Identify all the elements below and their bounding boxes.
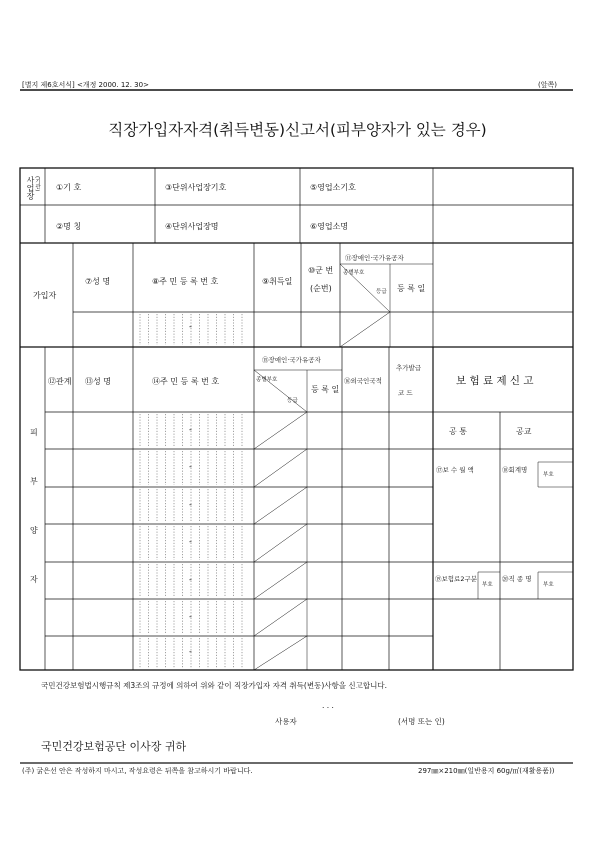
workplace-symbol-label: ①기 호 (56, 183, 82, 192)
recipient: 국민건강보험공단 이사장 귀하 (41, 740, 187, 753)
form-number: [별지 제6호서식] <개정 2000. 12. 30> (22, 81, 149, 89)
military-order-label: (순번) (310, 284, 332, 293)
dependent-rrn-dash: - (189, 537, 192, 546)
signature-label: (서명 또는 인) (398, 717, 445, 726)
dependent-rrn-dash: - (189, 424, 192, 434)
subscriber-name-label: ⑦성 명 (85, 277, 111, 286)
dependent-registration-label: 등 록 일 (311, 385, 340, 394)
kind-code-label: 종별부호 (343, 270, 365, 276)
insurance-type-label: ⑲보험료2구분 (435, 575, 478, 583)
additional-card-label: 추가발급 (396, 364, 422, 372)
acquisition-date-label: ⑨취득일 (262, 277, 293, 286)
subscriber-rrn-label: ⑧주 민 등 록 번 호 (152, 277, 219, 286)
dependent-rrn-dash: - (189, 574, 192, 584)
unit-workplace-symbol-label: ③단위사업장기호 (165, 183, 227, 192)
office-symbol-label: ⑤영업소기호 (310, 183, 356, 192)
insurance-code-label: 부호 (482, 582, 493, 588)
dependent-rrn-dash: - (189, 499, 192, 509)
dependent-kind-code-label: 종별부호 (256, 377, 278, 383)
paper-spec: 297㎜×210㎜(일반용지 60g/㎡(재활용품)) (418, 767, 555, 775)
relation-label: ⑫관계 (48, 377, 72, 386)
dependent-rrn-label: ⑭주 민 등 록 번 호 (152, 377, 220, 386)
dependent-name-label: ⑬성 명 (85, 377, 111, 386)
page-side-label: (앞쪽) (538, 81, 557, 89)
subscriber-label: 가입자 (33, 291, 57, 300)
public-education-label: 공교 (516, 427, 532, 436)
monthly-salary-label: ⑰보 수 월 액 (436, 466, 474, 474)
declaration-text: 국민건강보험법시행규칙 제3조의 규정에 의하여 위와 같이 직장가입자 자격 취득(변동)사항을 신고합니다. (41, 681, 387, 690)
dependent-label-2: 부 (30, 477, 38, 486)
card-code-label: 코 드 (398, 389, 413, 397)
dependent-rrn-dash: - (189, 462, 192, 471)
footer-note: (주) 굵은선 안은 작성하지 마시고, 작성요령은 뒤쪽을 참고하시기 바랍니다. (22, 767, 253, 775)
job-code-label: 부호 (543, 582, 554, 588)
user-label: 사용자 (275, 717, 297, 726)
dependent-grade-label: 등급 (287, 398, 298, 404)
military-number-label: ⑩군 번 (308, 266, 334, 275)
veteran-label: ⑪장애인·국가유공자 (345, 254, 404, 262)
unit-workplace-name-label: ④단위사업장명 (165, 222, 219, 231)
form-title: 직장가입자자격(취득변동)신고서(피부양자가 있는 경우) (108, 121, 487, 139)
dependent-label-1: 피 (30, 428, 38, 437)
job-name-label: ⑳직 종 명 (502, 575, 532, 583)
workplace-label: 사업장 (26, 176, 35, 200)
account-code-label: 부호 (543, 472, 554, 478)
office-name-label: ⑥영업소명 (310, 222, 349, 231)
premium-title: 보 험 료 제 신 고 (456, 375, 534, 387)
dependent-label-3: 양 (30, 526, 38, 535)
workplace-name-label: ②명 칭 (56, 222, 82, 231)
workplace-sub-label: (기관) (34, 176, 40, 192)
date-dots: . . . (322, 701, 334, 710)
account-name-label: ⑱회계명 (502, 466, 528, 474)
grade-label: 등급 (376, 289, 387, 295)
dependent-label-4: 자 (30, 575, 38, 584)
rrn-dash: - (189, 322, 192, 331)
registration-date-label: 등 록 일 (397, 284, 426, 293)
dependent-rrn-dash: - (189, 611, 192, 621)
dependent-veteran-label: ⑮장애인·국가유공자 (262, 356, 321, 364)
dependent-rrn-dash: - (189, 647, 192, 656)
foreigner-nationality-label: ⑯외국인국적 (344, 377, 382, 385)
common-label: 공 통 (449, 427, 467, 436)
